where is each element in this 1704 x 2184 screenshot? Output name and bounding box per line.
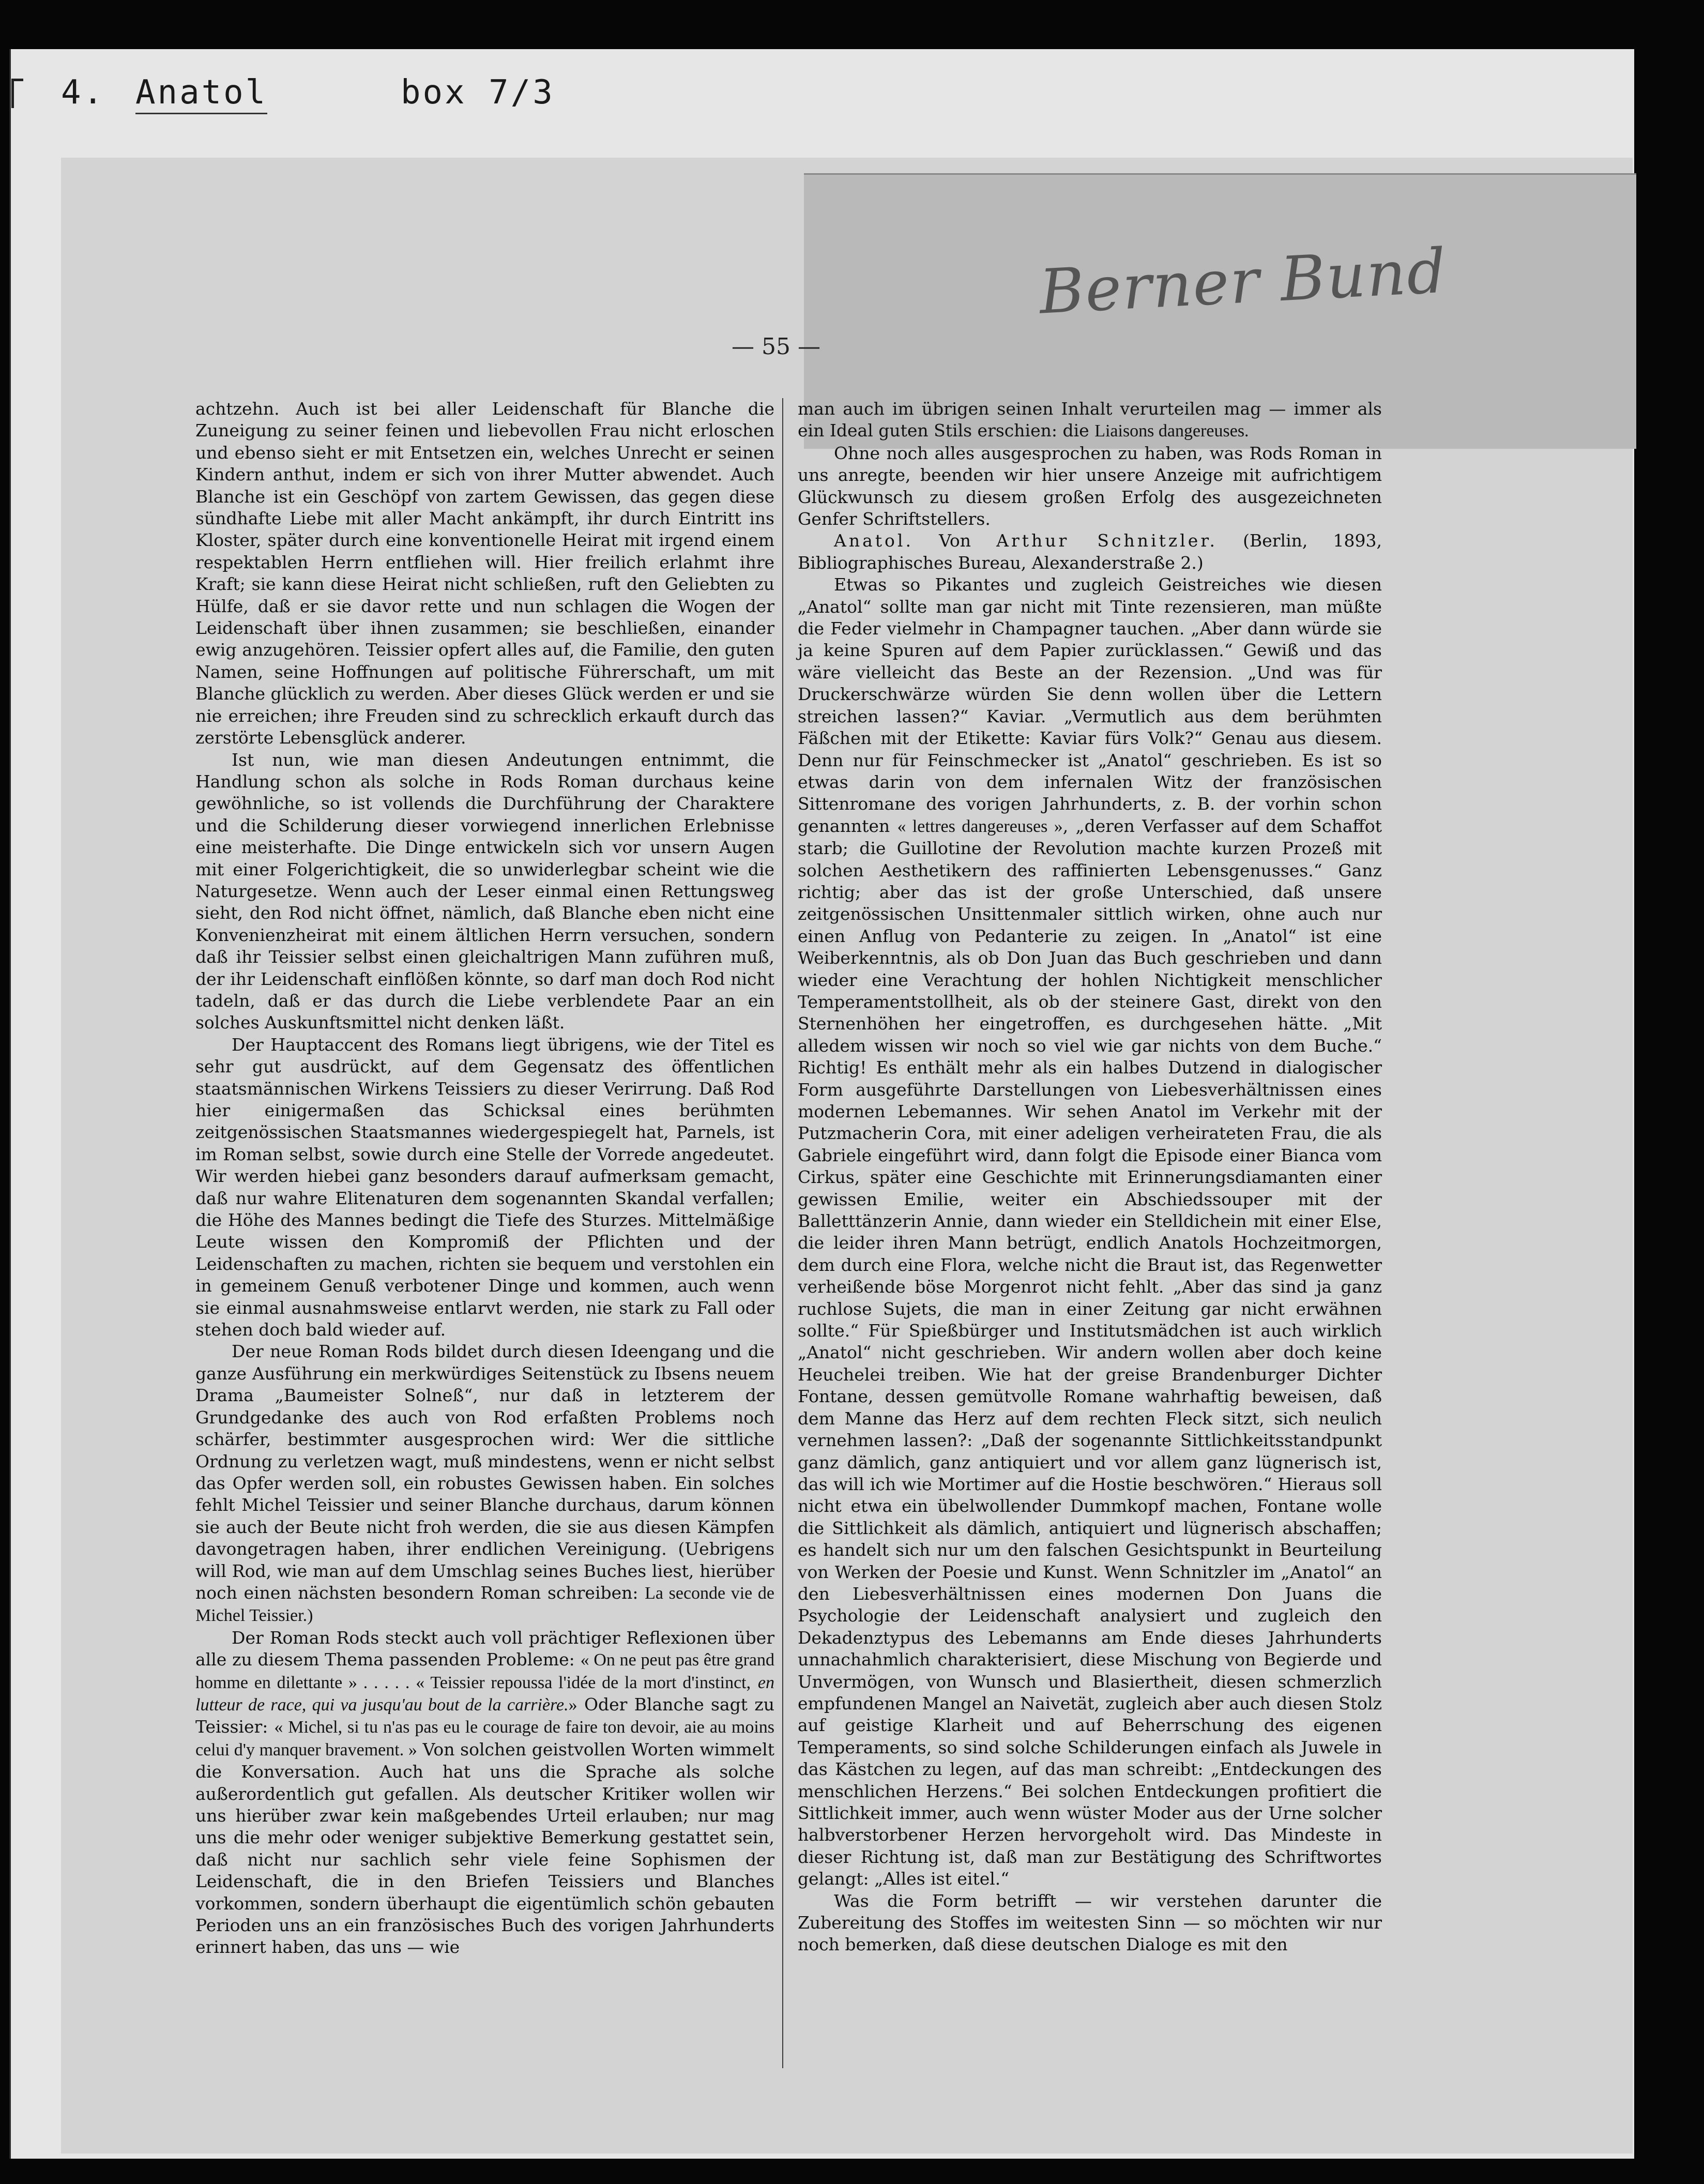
paragraph-text: Oder Blanche sagt zu Teissier: (195, 1694, 774, 1737)
handwritten-source-note: Berner Bund (1037, 235, 1449, 328)
article-column-left (195, 398, 774, 1959)
paragraph-text: Der neue Roman Rods bildet durch diesen Ideengang und die ganze Ausführung ein merkwürdiges Seitenstück zu Ibsens neuem Drama „Baumeister Solneß“, nur daß in letzterem der Grundgedanke des auch von Rod erfaßten Problems noch schärfer, bestimmter ausgesprochen wird: Wer die sittliche Ordnung zu verletzen wagt, muß mindestens, wenn er nicht selbst das Opfer werden soll, ein robustes Gewissen haben. Ein solches fehlt Michel Teissier und seiner Blanche durchaus, darum können sie auch der Beute nicht froh werden, die sie aus diesen Kämpfen davongetragen haben, ihrer endlichen Vereinigung. (Uebrigens will Rod, wie man auf dem Umschlag seines Buches liest, hierüber noch einen nächsten besondern Roman schreiben: (195, 1341, 774, 1603)
paragraph: achtzehn. Auch ist bei aller Leidenschaft für Blanche die Zuneigung zu seiner feinen und liebevollen Frau nicht erloschen und ebenso sieht er mit Entsetzen ein, welches Unrecht er seinen Kindern anthut, indem er sich von ihrer Mutter abwendet. Auch Blanche ist ein Geschöpf von zartem Gewissen, das gegen diese sündhafte Liebe mit aller Macht ankämpft, ihr durch Eintritt ins Kloster, später durch eine konventionelle Heirat mit irgend einem respektablen Herrn entfliehen will. Hier freilich erlahmt ihre Kraft; sie kann diese Heirat nicht schließen, ruft den Geliebten zu Hülfe, daß er sie davor rette und nun schlagen die Wogen der Leidenschaft über ihnen zusammen; sie beschließen, einander ewig anzugehören. Teissier opfert alles auf, die Familie, den guten Namen, seine Hoffnungen auf politische Führerschaft, um mit Blanche glücklich zu werden. Aber dieses Glück werden er und sie nie erreichen; ihre Freuden sind zu schrecklich erkauft durch das zerstörte Lebensglück anderer. (195, 399, 774, 748)
paragraph: Ist nun, wie man diesen Andeutungen entnimmt, die Handlung schon als solche in Rods Roman durchaus keine gewöhnliche, so ist vollends die Durchführung der Charaktere und die Schilderung dieser vorwiegend innerlichen Erlebnisse eine meisterhafte. Die Dinge entwickeln sich vor unsern Augen mit einer Folgerichtigkeit, die so unwiderlegbar scheint wie die Naturgesetze. Wenn auch der Leser einmal einen Rettungsweg sieht, den Rod nicht öffnet, nämlich, daß Blanche eben nicht eine Konvenienzheirat mit einem ältlichen Herrn versuchen, sondern daß ihr Teissier selbst einen gleichaltrigen Mann zuführen muß, der ihr Leidenschaft einflößen könnte, so darf man doch Rod nicht tadeln, daß er das durch die Liebe verblendete Paar an ein solches Auskunftsmittel nicht denken läßt. (195, 749, 774, 1033)
paragraph-text: Der Roman Rods steckt auch voll prächtiger Reflexionen über alle zu diesem Thema passenden Probleme: (195, 1627, 774, 1670)
paragraph-text: man auch im übrigen seinen Inhalt verurteilen mag — immer als ein Ideal guten Stils erschien: die (798, 399, 1382, 441)
paragraph (195, 1341, 774, 1627)
paragraph-text: , „deren Verfasser auf dem Schaffot starb; die Guillotine der Revolution machte kurzen Prozeß mit solchen Aesthetikern des raffinierten Lebensgenusses.“ Ganz richtig; aber das ist der große Unterschied, daß unsere zeitgenössischen Unsittenmaler sittlich wirken, ohne auch nur einen Anflug von Pedanterie zu zeigen. In „Anatol“ ist eine Weiberkenntnis, als ob Don Juan das Buch geschrieben und dann wieder eine Verachtung der hohlen Nichtigkeit menschlicher Temperamentstollheit, als ob der steinere Gast, direkt von den Sternenhöhen her eingetroffen, es durchgesehen hätte. „Mit alledem wissen wir noch so viel wie gar nichts von dem Buche.“ Richtig! Es enthält mehr als ein halbes Dutzend in dialogischer Form ausgeführte Darstellungen von Liebesverhältnissen eines modernen Lebemannes. Wir sehen Anatol im Verkehr mit der Putzmacherin Cora, mit einer adeligen verheirateten Frau, die als Gabriele eingeführt wird, dann folgt die Episode einer Bianca vom Cirkus, später eine Geschichte mit Erinnerungsdiamanten einer gewissen Emilie, weiter ein Abschiedssouper mit der Balletttänzerin Annie, dann wieder ein Stelldichein mit einer Else, die leider ihren Mann betrügt, endlich Anatols Hochzeitmorgen, dem durch eine Flora, welche nicht die Braut ist, das Regenwetter verheißende böse Morgenrot nicht fehlt. „Aber das sind ja ganz ruchlose Sujets, die man in einer Zeitung gar nicht erwähnen sollte.“ Für Spießbürger und Institutsmädchen ist auch wirklich „Anatol“ nicht geschrieben. Wir andern wollen aber doch keine Heuchelei treiben. Wie hat der greise Brandenburger Dichter Fontane, dessen gemütvolle Romane wahrhaftig beweisen, daß dem Manne das Herz auf dem rechten Fleck sitzt, sich neulich vernehmen lassen?: „Daß der sogenannte Sittlichkeitsstandpunkt ganz dämlich, ganz antiquiert und vor allem ganz lügnerisch ist, das will ich wie Mortimer auf die Hostie beschwören.“ Hieraus soll nicht etwa ein übelwollender Dummkopf machen, Fontane wolle die Sittlichkeit als dämlich, antiquiert und lügnerisch abschaffen; es handelt sich nur um den falschen Gesichtspunkt in Beurteilung von Werken der Poesie und Kunst. Wenn Schnitzler im „Anatol“ an den Liebesverhältnissen eines modernen Don Juans die Psychologie der Leidenschaft analysiert und zugleich den Dekadenztypus des Lebemanns am Ende dieses Jahrhunderts unnachahmlich charakterisiert, diese Mischung von Begierde und Unvermögen, von Wunsch und Blasiertheit, diesen schmerzlich empfundenen Mangel an Naivetät, zugleich aber auch diesen Stolz auf geistige Klarheit und auf Beherrschung des eigenen Temperaments, so sind solche Schilderungen einfach als Juwele in das Kästchen zu legen, auf das man schreibt: „Entdeckungen des menschlichen Herzens.“ Bei solchen Entdeckungen profitiert die Sittlichkeit immer, auch wenn wüster Moder aus der Urne solcher halbverstorbener Herzen hervorgeholt wird. Das Mindeste in dieser Richtung ist, daß man zur Bestätigung des Schriftwortes gelangt: „Alles ist eitel.“ (798, 815, 1382, 1889)
paragraph-text: Etwas so Pikantes und zugleich Geistreiches wie diesen „Anatol“ sollte man gar nicht mit Tinte rezensieren, man müßte die Feder vielmehr in Champagner tauchen. „Aber dann würde sie ja keine Spuren auf dem Papier zurücklassen.“ Gewiß und das wäre vielleicht das Beste an der Rezension. „Und was für Druckerschwärze würden Sie denn wollen über die Lettern streichen lassen?“ Kaviar. „Vermutlich aus dem berühmten Fäßchen mit der Etikette: Kaviar fürs Volk?“ Genau aus diesem. Denn nur für Feinschmecker ist „Anatol“ geschrieben. Es ist so etwas darin von dem infernalen Witz der französischen Sittenromane des vorigen Jahrhunderts, z. B. der vorhin schon genannten (798, 574, 1382, 836)
review-by: Von (939, 530, 971, 551)
column-divider (782, 398, 783, 2068)
french-title: « lettres dangereuses » (897, 816, 1063, 836)
french-quote: « On ne peut pas être grand homme en dilettante » . . . . . « Teissier repoussa l'idée de la mort d'instinct, (195, 1650, 774, 1692)
paragraph: Der Hauptaccent des Romans liegt übrigens, wie der Titel es sehr gut ausdrückt, auf dem Gegensatz des öffentlichen staatsmännischen Wirkens Teissiers zu dieser Verirrung. Daß Rod hier einigermaßen das Schicksal eines berühmten zeitgenössischen Staatsmannes wiedergespiegelt hat, Parnels, ist im Roman selbst, sowie durch eine Stelle der Vorrede angedeutet. Wir werden hiebei ganz besonders darauf aufmerksam gemacht, daß nur wahre Elitenaturen dem sogenannten Skandal verfallen; die Höhe des Mannes bedingt die Tiefe des Sturzes. Mittelmäßige Leute wissen den Kompromiß der Pflichten und der Leidenschaften zu machen, richten sie bequem und verstohlen ein in gemeinem Genuß verbotener Dinge und kommen, auch wenn sie einmal ausnahmsweise entlarvt werden, nie stark zu Fall oder stehen doch bald wieder auf. (195, 1034, 774, 1340)
archive-title: Anatol (135, 73, 267, 114)
paragraph: Ohne noch alles ausgesprochen zu haben, was Rods Roman in uns anregte, beenden wir hier unsere Anzeige mit aufrichtigem Glückwunsch zu diesem großen Erfolg des ausgezeichneten Genfer Schriftstellers. (798, 443, 1382, 529)
article-column-right (798, 398, 1382, 1956)
page-number: — 55 — (732, 333, 820, 360)
review-publication: (Berlin, 1893, Bibliographisches Bureau, Alexanderstraße 2.) (798, 530, 1382, 573)
paragraph (798, 398, 1382, 443)
review-book-title: Anatol. (834, 530, 914, 551)
paragraph (798, 574, 1382, 1890)
paragraph: Was die Form betrifft — wir verstehen darunter die Zubereitung des Stoffes im weitesten Sinn — so möchten wir nur noch bemerken, daß diese deutschen Dialoge es mit den (798, 1890, 1382, 1955)
paragraph (195, 1627, 774, 1959)
archive-box: box 7/3 (401, 73, 555, 112)
review-heading (798, 530, 1382, 574)
french-title: Liaisons dangereuses. (1094, 421, 1249, 441)
french-quote: La seconde vie de Michel Teissier.) (195, 1583, 774, 1626)
review-author: Arthur Schnitzler. (996, 530, 1218, 551)
french-quote-italic: en lutteur de race, qui va jusqu'au bout de la carrière. (195, 1673, 774, 1715)
french-quote: « Michel, si tu n'as pas eu le courage de faire ton devoir, aie au moins celui d'y manquer bravement. » (195, 1718, 774, 1760)
paragraph-text: Von solchen geistvollen Worten wimmelt die Konversation. Auch hat uns die Sprache als solche außerordentlich gut gefallen. Als deutscher Kritiker wollen wir uns hierüber zwar kein maßgebendes Urteil erlauben; nur mag uns die mehr oder weniger subjektive Bemerkung gestattet sein, daß nicht nur sachlich sehr viele feine Sophismen der Leidenschaft, die in den Briefen Teissiers und Blanches vorkommen, sondern überhaupt die eigentümlich schön gebauten Perioden uns an ein französisches Buch des vorigen Jahrhunderts erinnert haben, das uns — wie (195, 1739, 774, 1958)
french-quote-close: » (568, 1695, 577, 1715)
archive-number: 4. (61, 73, 105, 112)
archive-corner-mark (11, 79, 23, 108)
